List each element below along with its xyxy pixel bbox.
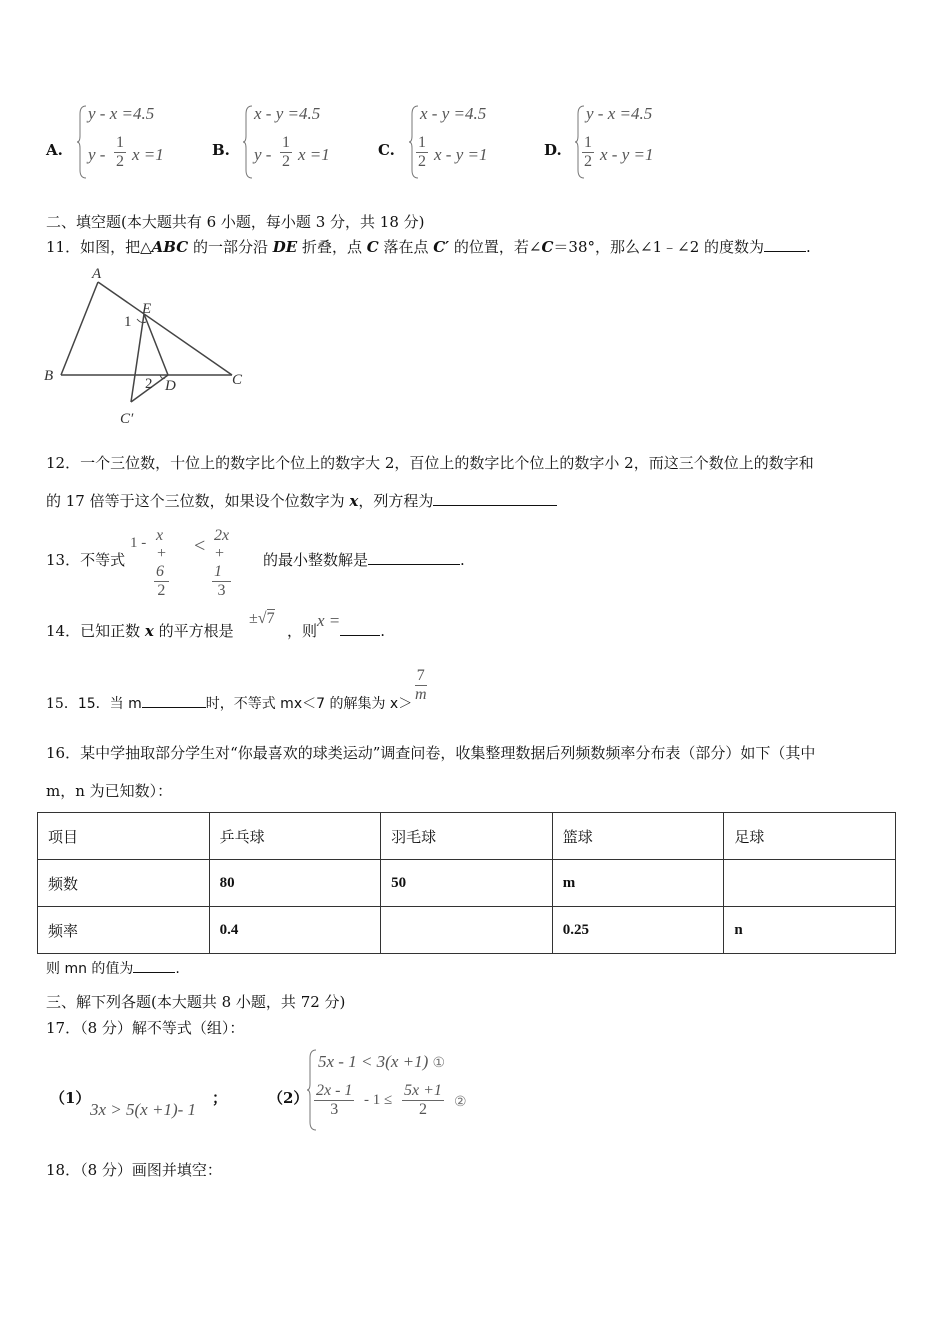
question-11: 11．如图，把△ABC 的一部分沿 DE 折叠，点 C 落在点 C′ 的位置，若∠C＝38°，那么∠1﹣∠2 的度数为 . [46, 238, 811, 256]
answer-blank[interactable] [133, 958, 175, 973]
option-b-eq2-pre: y - [254, 145, 272, 164]
table-cell [381, 907, 553, 954]
question-17-part1-label: （1） [50, 1089, 91, 1107]
question-14: 14．已知正数 x 的平方根是 [46, 622, 234, 640]
plus-minus-sqrt7: ±√7 [249, 610, 275, 627]
table-cell: m [552, 860, 724, 907]
label-c-prime: C′ [120, 411, 134, 427]
question-17-title: 17．（8 分）解不等式（组）： [46, 1019, 245, 1037]
table-cell: 频率 [38, 907, 210, 954]
option-b-label: B. [212, 141, 230, 159]
question-15: 15．15．当 m 时，不等式 mx＜7 的解集为 x＞ [46, 693, 412, 714]
table-row [38, 907, 896, 954]
table-header-cell: 羽毛球 [381, 813, 553, 860]
option-c-fraction: $\frac{1}{2}$ [418, 134, 426, 170]
table-header-cell: 项目 [38, 813, 210, 860]
section-3-title: 三、解下列各题(本大题共 8 小题，共 72 分) [46, 993, 346, 1011]
option-d-fraction: $\frac{1}{2}$ [584, 134, 592, 170]
option-b-eq2-post: x =1 [298, 145, 330, 164]
table-header-cell: 乒乓球 [209, 813, 381, 860]
table-row [38, 860, 896, 907]
question-14-tail: ，则x =. [287, 611, 386, 640]
question-18-title: 18．（8 分）画图并填空： [46, 1161, 222, 1179]
option-d-eq2-post: x - y =1 [600, 145, 654, 164]
option-c [376, 100, 526, 182]
option-c-eq1: x - y =4.5 [420, 104, 487, 123]
question-17-part2-label: （2） [268, 1089, 309, 1107]
label-b: B [44, 368, 54, 384]
option-d [542, 100, 692, 182]
option-a-label: A. [46, 141, 63, 159]
option-a [44, 100, 194, 182]
answer-blank[interactable] [340, 621, 380, 636]
option-a-fraction: $\frac{1}{2}$ [116, 134, 124, 170]
table-header-cell: 篮球 [552, 813, 724, 860]
triangle-fold-figure [40, 262, 250, 432]
question-17-eq2: $\frac{2x - 1}{3}$ - 1 ≤ $\frac{5x +1}{2}$ ② [316, 1082, 467, 1118]
answer-blank[interactable] [142, 693, 206, 708]
question-13-prefix: 13．不等式 [46, 551, 126, 569]
question-16-line1: 16．某中学抽取部分学生对“你最喜欢的球类运动”调查问卷，收集整理数据后列频数频率分布表（部分）如下（其中 [46, 744, 816, 762]
answer-blank[interactable] [764, 237, 806, 252]
table-cell: 80 [209, 860, 381, 907]
option-b-fraction: $\frac{1}{2}$ [282, 134, 290, 170]
table-header-row [38, 813, 896, 860]
table-header-cell: 足球 [724, 813, 896, 860]
option-c-eq2-post: x - y =1 [434, 145, 488, 164]
question-15-fraction: $\frac{7}{m}$ [415, 667, 427, 703]
table-cell: 50 [381, 860, 553, 907]
question-13-suffix: 的最小整数解是 . [263, 551, 465, 569]
answer-blank[interactable] [368, 550, 460, 565]
label-e: E [142, 301, 152, 317]
table-cell: 频数 [38, 860, 210, 907]
question-17-eq1: 5x - 1 < 3(x +1) ① [318, 1052, 446, 1071]
option-a-eq1: y - x =4.5 [88, 104, 155, 123]
option-d-eq1: y - x =4.5 [586, 104, 653, 123]
option-d-label: D. [544, 141, 562, 159]
brace-icon [76, 104, 88, 180]
question-17-part1-expr: 3x > 5(x +1)- 1 [90, 1100, 197, 1119]
label-angle-2: 2 [145, 376, 153, 392]
label-c: C [232, 372, 243, 388]
brace-icon [242, 104, 254, 180]
table-cell: n [724, 907, 896, 954]
question-12-line1: 12．一个三位数，十位上的数字比个位上的数字大 2，百位上的数字比个位上的数字小 2，而这三个数位上的数字和 [46, 454, 814, 472]
question-17-semicolon: ； [212, 1089, 228, 1107]
table-cell [724, 860, 896, 907]
table-cell: 0.4 [209, 907, 381, 954]
option-b-eq1: x - y =4.5 [254, 104, 321, 123]
label-a: A [92, 266, 102, 282]
answer-blank[interactable] [433, 491, 557, 506]
label-d: D [165, 378, 176, 394]
frequency-table [37, 812, 896, 954]
label-angle-1: 1 [124, 314, 132, 330]
option-c-label: C. [378, 141, 395, 159]
question-12-line2: 的 17 倍等于这个三位数，如果设个位数字为 x，列方程为 [46, 491, 557, 511]
option-a-eq2-pre: y - [88, 145, 106, 164]
section-2-title: 二、填空题(本大题共有 6 小题，每小题 3 分，共 18 分) [46, 213, 425, 231]
question-16-after: 则 mn 的值为 . [46, 958, 180, 979]
option-b [210, 100, 360, 182]
question-16-line2: m，n 为已知数）： [46, 782, 173, 800]
table-cell: 0.25 [552, 907, 724, 954]
option-a-eq2-post: x =1 [132, 145, 164, 164]
